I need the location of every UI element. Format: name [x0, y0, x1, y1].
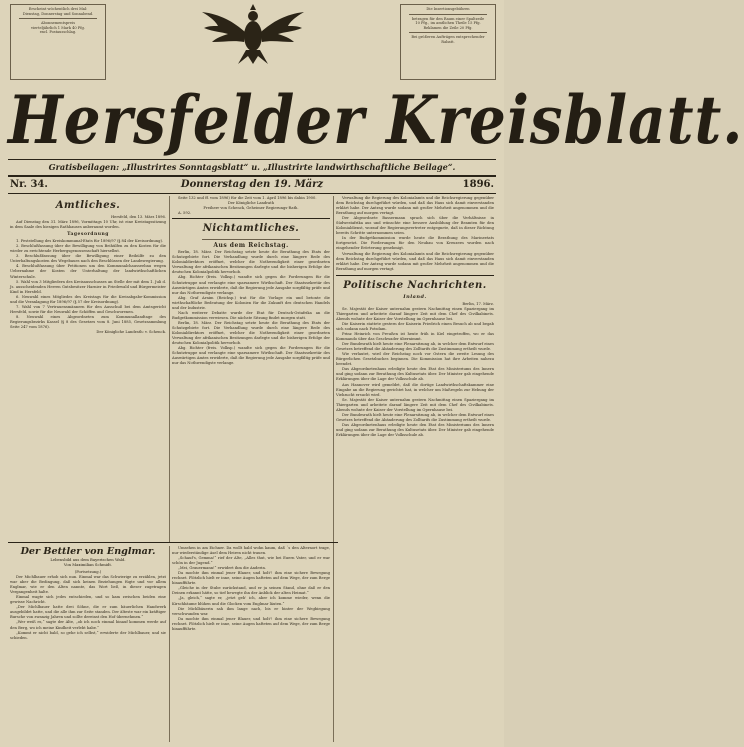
- article-paragraph: Abg. Graf Arnim (Reichsp.) trat für die Vorlage ein und betonte die wirthschaftliche Bedeutung der Kolonien für die Zukunft des deutschen Handels und der Industrie.: [172, 295, 330, 310]
- story-subtitle: Lebensbild aus dem Bayerischen Wald.: [50, 557, 126, 562]
- domestic-subheading: Inland.: [403, 293, 427, 300]
- supplements-line: Gratisbeilagen: „Illustrirtes Sonntagsblatt“ u. „Illustrirte landwirthschaftliche Beilage“.: [48, 162, 456, 172]
- box-divider: [19, 18, 97, 19]
- issue-number: Nr. 34.: [10, 179, 48, 190]
- political-news-heading: Politische Nachrichten.: [343, 279, 487, 291]
- story-paragraph: „Kommt er nicht bald, so gehe ich selbst,“ erwiderte der Michlbauer, und sie schieden.: [10, 630, 166, 640]
- column-divider: [333, 196, 334, 742]
- story-paragraph: „Wer weiß es,“ sagte der Alte, „ob ich noch einmal hinauf kommen werde auf den Berg, wo ich meine Kindheit verlebt habe.“: [10, 620, 166, 630]
- story-title: Der Bettler von Englmar.: [20, 546, 156, 557]
- article-paragraph: Der Abgeordnete Bassermann sprach sich über die Verhältnisse in Südwestafrika aus und wünschte eine bessere Ausbildung der Beamten für den Kolonialdienst, worauf der Regierungsvertreter entgegnete, daß in dieser Richtung bereits Schritte unternommen seien.: [336, 216, 494, 236]
- story-paragraph: „Schauf's, Gemma!“ rief der Alte, „Alles thut, wie bei Euern Vater, und er war schön in der Jugend.“: [172, 556, 330, 566]
- eagle-emblem-icon: [198, 2, 308, 66]
- story-paragraph: Umsehen in am Eichner. Da wollt hald wohn kaum, daß ´s den Alternort trage, nur wiederständige Asel dem Heiren nicht trauen.: [172, 546, 330, 556]
- subscription-price-label: Abonnementspreis: [40, 21, 76, 26]
- rates-line-3: Reklamen die Zeile 20 Pfg.: [423, 25, 473, 30]
- story-continued: (Fortsetzung.): [74, 570, 102, 574]
- agenda-item: 6. Neuwahl eines Mitgliedes des Kreistags für die Kreisabgabe-Kommission und die Veranlagung für 1896/97 (§ 57 der Kreisordnung).: [10, 294, 166, 304]
- story-paragraph: Die Michlbäuerin sah ihm lange nach, bis er hinter der Wegbiegung verschwunden war.: [172, 606, 330, 616]
- subscription-info-box: [10, 4, 106, 80]
- rates-line-1: betragen für den Raum einer Spaltzeile: [411, 16, 485, 21]
- news-paragraph: Die Kaiserin stattete gestern der Kaiserin Friedrich einen Besuch ab und begab sich sodann nach Potsdam.: [336, 321, 494, 331]
- subscription-price: vierteljährlich 1 Mark 40 Pfg.: [31, 25, 85, 30]
- box-divider: [409, 32, 487, 33]
- newspaper-title: Hersfelder Kreisblatt.: [8, 80, 744, 160]
- publishing-days: Dienstag, Donnerstag und Sonnabend.: [22, 11, 94, 16]
- news-paragraph: Aus Hannover wird gemeldet, daß die dortige Landwirthschaftskammer eine Eingabe an die Regierung gerichtet hat, in welcher um Maßregeln zur Hebung der Viehzucht ersucht wird.: [336, 382, 494, 397]
- news-paragraph: Das Abgeordnetenhaus erledigte heute den Etat des Ministeriums des Innern und ging sodann zur Berathung des Kultusetats über. Der Minister gab eingehende Erklärungen über die Lage der Volksschule ab.: [336, 367, 494, 382]
- section-rule: [336, 275, 494, 276]
- issue-year: 1896.: [462, 179, 494, 190]
- section-rule: [202, 239, 300, 240]
- feuilleton-column-right: [172, 546, 330, 742]
- story-paragraph: Einmal wagte sich jedes entschieden, und so kam zwischen beiden eine gewisse Nachricht.: [10, 595, 166, 605]
- notice-continuation: Seite 132 und ff. vom 1896) für die Zeit vom 1. April 1896 bis dahin 1900.: [178, 196, 317, 200]
- agenda-item: 4. Beschlußfassung über Petitionen um den Kommunalchausseebau wegen Uebernahme der Kosten der Unterhaltung der landwirthschaftlichen Winterschule.: [10, 264, 166, 279]
- signature-office: Der Königliche Landrath: [227, 201, 275, 206]
- signature-name: Freiherr von Schenck, Geheimer Regierungs-Rath.: [203, 206, 299, 211]
- subscription-note: excl. Postausschlag.: [39, 30, 77, 35]
- article-paragraph: Abg. Richter (freis. Volksp.) wandte sich gegen die Forderungen für die Schutztruppe und verlangte eine sparsamere Wirthschaft. Der Staatssekretär des Auswärtigen Amtes erwiderte, daß die Regierung jede Ausgabe sorgfältig prüfe und nur das Nothwendigste verlange.: [172, 275, 330, 295]
- rates-heading: Die Insertionsgebühren: [426, 7, 470, 11]
- reference-number: A. 592.: [178, 211, 192, 216]
- agenda-item: 2. Beschlußfassung über die Bewilligung von Beihülfen zu den Kosten für die wieder zu errichtende Herbergsgenossenschaft hierselbst.: [10, 244, 166, 254]
- publishing-schedule-label: Erscheint wöchentlich drei Mal:: [28, 7, 88, 11]
- news-paragraph: Prinz Heinrich von Preußen ist heute früh in Kiel eingetroffen, wo er das Kommando über das Geschwader übernimmt.: [336, 332, 494, 342]
- box-divider: [409, 14, 487, 15]
- agenda-heading: Tagesordnung: [67, 232, 109, 238]
- dateline: [8, 178, 496, 192]
- news-paragraph: Wie verlautet, wird der Reichstag noch vor Ostern die zweite Lesung des Bürgerlichen Gesetzbuches beginnen. Die Kommission hat ihre Arbeiten nahezu beendet.: [336, 352, 494, 367]
- article-paragraph: Verwaltung die Regierung des Kolonialamts und die Reichsregierung gegenüber dem Reichstag durchgeführt würden, und daß das Haus sich damit einverstanden erklärt habe. Der Antrag wurde sodann mit großer Mehrheit angenommen und die Berathung auf morgen vertagt.: [336, 251, 494, 271]
- news-dateline: Berlin, 17. März.: [462, 301, 494, 306]
- story-paragraph: „Gleiche in der Stube zurückstand, und er ja seinen Stand, ohne daß er den Deinen erkannt hätte, so tief bewegte ihn der Anblick der alten Heimat.“: [172, 586, 330, 596]
- agenda-item: 8. Neuwahl eines Abgeordneten zum Kommunallandtage des Regierungsbezirks Kassel (§ 8 des Gesetzes vom 8. Juni 1885, Gesetzsammlung Seite 247 vom 1876).: [10, 314, 166, 329]
- column-divider: [169, 546, 170, 742]
- story-paragraph: Da mochte ihm einmal jener Blauer, und holt'! ihm eine sichere Bewegung rechnet. Plötzlich hielt er inne, seine Augen hafteten auf dem Wege, der zum Berge hinaufführte.: [172, 616, 330, 631]
- masthead-rule: [8, 193, 496, 194]
- unofficial-section-heading: Nichtamtliches.: [202, 223, 300, 235]
- story-paragraph: Da mochte ihm einmal jener Blauer, und holt'! ihm eine sichere Bewegung rechnet. Plötzlich hielt er inne, seine Augen hafteten auf dem Wege, der zum Berge hinaufführte.: [172, 571, 330, 586]
- unofficial-column: [172, 196, 330, 541]
- feuilleton-column-left: [10, 570, 166, 742]
- feuilleton-rule: [8, 542, 338, 543]
- agenda-item: 5. Wahl von 3 Mitgliedern des Kreisausschusses an Stelle der mit dem 1. Juli d. Js. ausscheidenden Herren Gutsbesitzer Harnier in Friedewald und Bürgermeister Kind in Hersfeld.: [10, 279, 166, 294]
- masthead-rule: [8, 175, 496, 177]
- agenda-item: 3. Beschlußfassung über die Bewilligung einer Beihülfe zu den Unterhaltungskosten des Wegebaues nach den Beschlüssen der Landesregierung.: [10, 254, 166, 264]
- news-paragraph: Se. Majestät der Kaiser unternahm gestern Nachmittag einen Spaziergang im Thiergarten und arbeitete darauf längere Zeit mit dem Chef des Civilkabinets. Abends wohnte der Kaiser der Vorstellung im Opernhause bei.: [336, 397, 494, 412]
- story-paragraph: „Mei, Grauermann!“ erwidert ihm die Anderin.: [178, 566, 267, 571]
- section-rule: [172, 218, 330, 219]
- agenda-item: 1. Feststellung des Kreiskommunal-Etats für 1896/97 (§ 84 der Kreisordnung).: [16, 239, 164, 244]
- notice-dateline: Hersfeld, den 13. März 1896.: [110, 215, 166, 219]
- issue-date: Donnerstag den 19. März: [180, 179, 324, 190]
- advertising-rates-box: [400, 4, 496, 80]
- rates-line-5: Rabatt.: [441, 39, 455, 44]
- news-paragraph: Se. Majestät der Kaiser unternahm gestern Nachmittag einen Spaziergang im Thiergarten und arbeitete darauf längere Zeit mit dem Chef des Civilkabinets. Abends wohnte der Kaiser der Vorstellung im Opernhause bei.: [336, 306, 494, 321]
- news-paragraph: Der Bundesrath hielt heute eine Plenarsitzung ab, in welcher dem Entwurf eines Gesetzes betreffend die Abänderung des Zolltarifs die Zustimmung ertheilt wurde.: [336, 412, 494, 422]
- official-section-heading: Amtliches.: [55, 200, 121, 211]
- article-paragraph: Nach weiterer Debatte wurde der Etat für Deutsch-Ostafrika an die Budgetkommission verwiesen. Die nächste Sitzung findet morgen statt.: [172, 310, 330, 320]
- column-divider: [169, 196, 170, 542]
- story-paragraph: „Der Michlbauer hatte drei Söhne, die er zum bäuerlichen Handwerk ausgebildet hatte, und die alle ihm zur Seite standen. Der älteste war ein kräftiger Bursche von zwanzig Jahren und sollte dereinst den Hof übernehmen.“: [10, 605, 166, 620]
- article-paragraph: Berlin, 18. März. Der Reichstag setzte heute die Berathung des Etats der Schutzgebiete fort. Die Verhandlung wurde durch eine längere Rede des Kolonialdirektors eröffnet, welcher die Nothwendigkeit einer geordneten Verwaltung der afrikanischen Besitzungen darlegte und die bisherigen Erfolge der deutschen Kolonialpolitik hervorhob.: [172, 320, 330, 346]
- news-paragraph: Das Abgeordnetenhaus erledigte heute den Etat des Ministeriums des Innern und ging sodann zur Berathung des Kultusetats über. Der Minister gab eingehende Erklärungen über die Lage der Volksschule ab.: [336, 422, 494, 437]
- rates-line-4: Bei größeren Aufträgen entsprechender: [411, 35, 485, 40]
- agenda-item: 7. Wahl von 7 Vertrauensmännern für den Ausschuß bei dem Amtsgericht Hersfeld, sowie für die Neuwahl der Schöffen und Geschworenen.: [10, 304, 166, 314]
- official-notices-column: [10, 196, 166, 514]
- story-author: Von Maximilian Schmidt.: [63, 561, 113, 567]
- notice-signature: Der Königliche Landrath: v. Schenck.: [96, 330, 166, 335]
- reichstag-heading: Aus dem Reichstag.: [213, 242, 289, 250]
- story-paragraph: Der Michlbauer erhob sich nun. Einmal war das Schwierige zu erzählen, jetzt war aber die Bedingung, daß sich keinen Beziehungen fügte und vor allem Englmar, wie er den Alten nannte, das Wort ließ, in dieser zugetragen Vergangenheit halte.: [10, 575, 166, 595]
- article-paragraph: In der Budgetkommission wurde heute die Berathung des Marineetats fortgesetzt. Die Forderungen für den Neubau von Kreuzern wurden nach eingehender Erörterung genehmigt.: [336, 236, 494, 251]
- article-paragraph: Berlin, 18. März. Der Reichstag setzte heute die Berathung des Etats der Schutzgebiete fort. Die Verhandlung wurde durch eine längere Rede des Kolonialdirektors eröffnet, welcher die Nothwendigkeit einer geordneten Verwaltung der afrikanischen Besitzungen darlegte und die bisherigen Erfolge der deutschen Kolonialpolitik hervorhob.: [172, 250, 330, 275]
- article-paragraph: Abg. Richter (freis. Volksp.) wandte sich gegen die Forderungen für die Schutztruppe und verlangte eine sparsamere Wirthschaft. Der Staatssekretär des Auswärtigen Amtes erwiderte, daß die Regierung jede Ausgabe sorgfältig prüfe und nur das Nothwendigste verlange.: [172, 346, 330, 366]
- feuilleton-header: [10, 545, 166, 569]
- political-news-column: [336, 196, 494, 742]
- news-paragraph: Der Bundesrath hielt heute eine Plenarsitzung ab, in welcher dem Entwurf eines Gesetzes betreffend die Abänderung des Zolltarifs die Zustimmung ertheilt wurde.: [336, 342, 494, 352]
- article-paragraph: Verwaltung die Regierung des Kolonialamts und die Reichsregierung gegenüber dem Reichstag durchgeführt würden, und daß das Haus sich damit einverstanden erklärt habe. Der Antrag wurde sodann mit großer Mehrheit angenommen und die Berathung auf morgen vertagt.: [336, 196, 494, 216]
- story-paragraph: „Ja, gleich,“ sagte er, „jetzt geh' ich, aber ich komme wieder, wenn die Kirschbäume blühen und die Glocken vom Englmar läuten.“: [172, 596, 330, 606]
- notice-paragraph: Auf Dienstag den 31. März 1896, Vormittags 10 Uhr, ist eine Kreistagssitzung in dem Saale des hiesigen Rathhauses anberaumt worden.: [10, 220, 166, 230]
- rates-line-2: 10 Pfg., im amtlichen Theile 15 Pfg.: [415, 21, 481, 26]
